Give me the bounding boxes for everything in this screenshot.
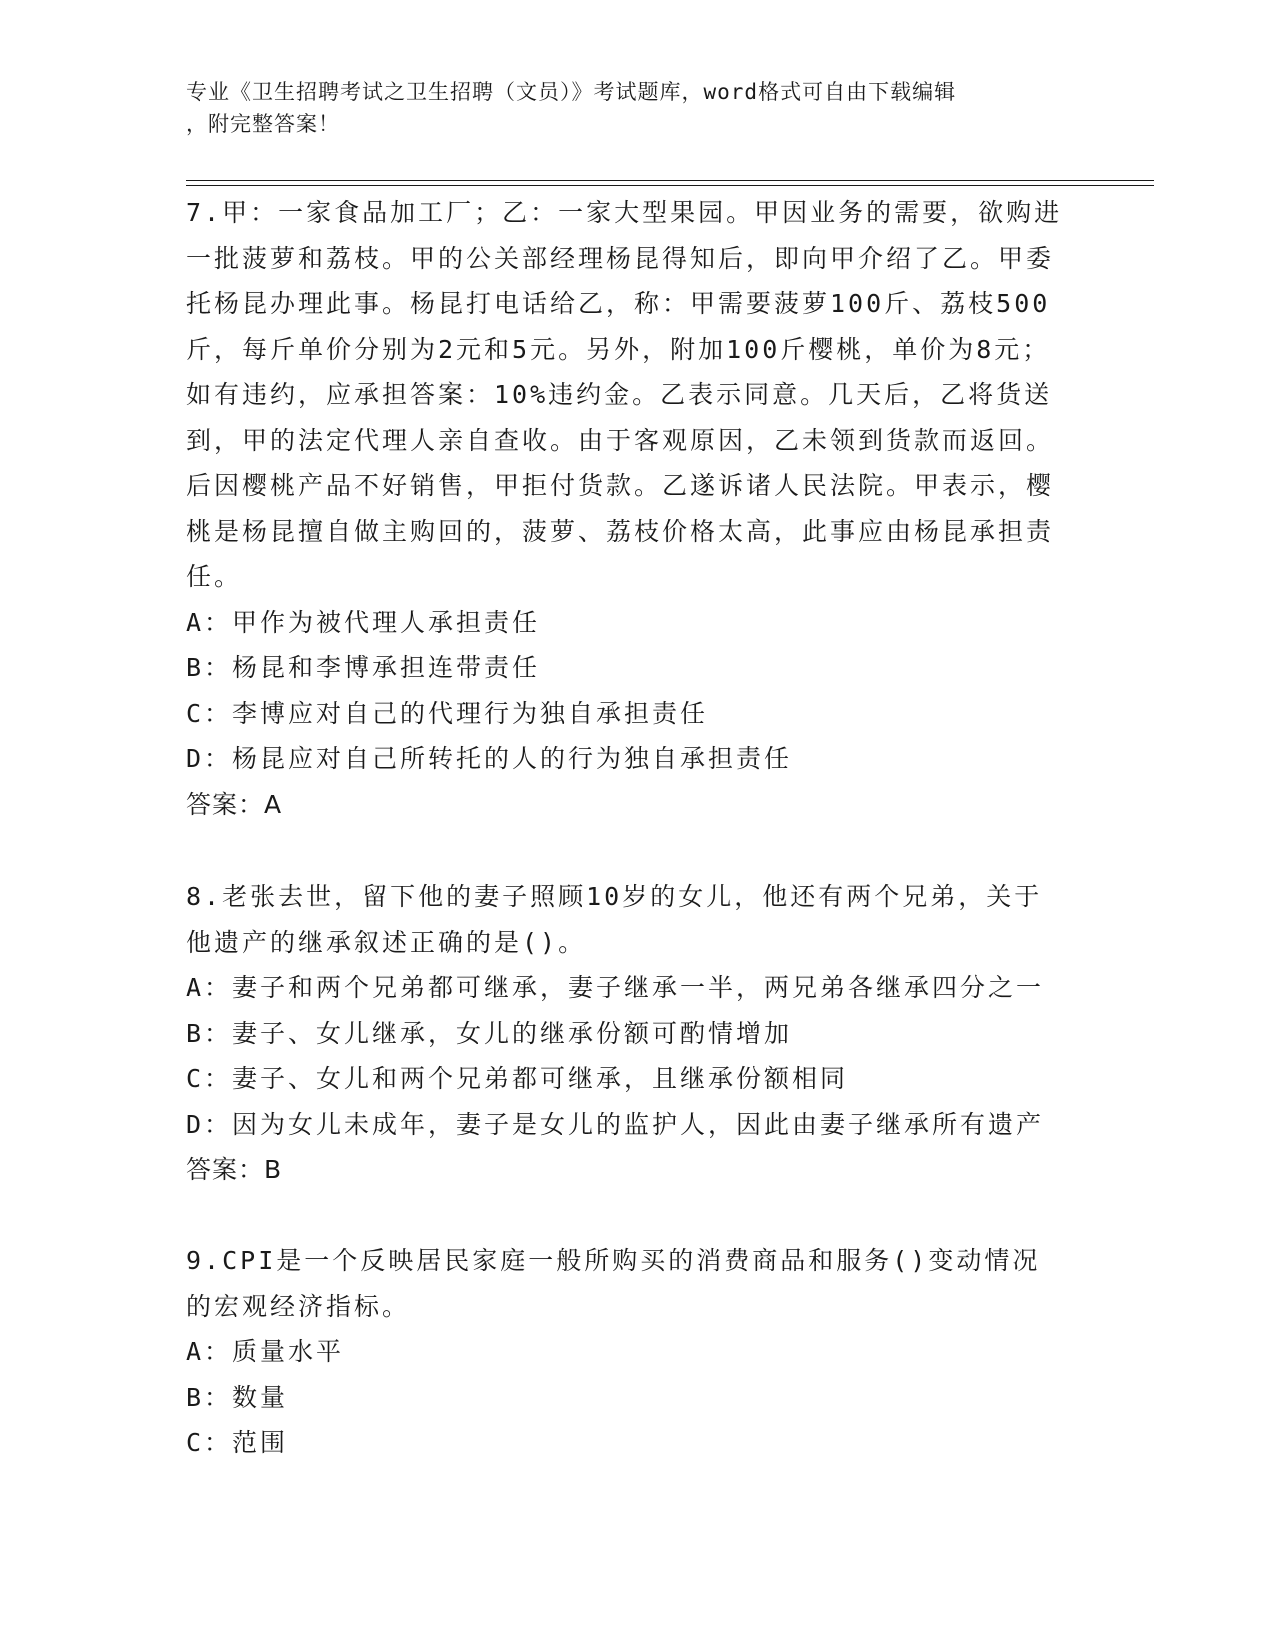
option-a: A：质量水平 — [186, 1337, 345, 1366]
option-c: C：范围 — [186, 1428, 289, 1457]
question-stem: 8.老张去世，留下他的妻子照顾10岁的女儿，他还有两个兄弟，关于他遗产的继承叙述正确的是()。 — [186, 882, 1043, 957]
option-a: A：妻子和两个兄弟都可继承，妻子继承一半，两兄弟各继承四分之一 — [186, 973, 1045, 1002]
option-c: C：李博应对自己的代理行为独自承担责任 — [186, 698, 709, 728]
option-b: B：数量 — [186, 1382, 289, 1412]
question-stem: 7.甲：一家食品加工厂；乙：一家大型果园。甲因业务的需要，欲购进一批菠萝和荔枝。甲的公关部经理杨昆得知后，即向甲介绍了乙。甲委托杨昆办理此事。杨昆打电话给乙，称：甲需要菠萝100斤、荔枝500斤，每斤单价分别为2元和5元。另外，附加100斤樱桃，单价为8元；如有违约，应承担答案：10%违约金。乙表示同意。几天后，乙将货送到，甲的法定代理人亲自查收。由于客观原因，乙未领到货款而返回。后因樱桃产品不好销售，甲拒付货款。乙遂诉诸人民法院。甲表示，樱桃是杨昆擅自做主购回的，菠萝、荔枝价格太高，此事应由杨昆承担责任。 — [186, 198, 1063, 591]
answer-line: 答案：A — [186, 789, 283, 819]
option-a: A：甲作为被代理人承担责任 — [186, 607, 541, 637]
option-d: D：杨昆应对自己所转托的人的行为独自承担责任 — [186, 744, 793, 773]
header-rule-top — [186, 180, 1154, 181]
question-7 — [186, 190, 1066, 827]
question-stem: 9.CPI是一个反映居民家庭一般所购买的消费商品和服务()变动情况的宏观经济指标。 — [186, 1246, 1041, 1321]
header-rule-bottom — [186, 185, 1154, 186]
question-8 — [186, 874, 1066, 1193]
option-d: D：因为女儿未成年，妻子是女儿的监护人，因此由妻子继承所有遗产 — [186, 1109, 1045, 1139]
option-c: C：妻子、女儿和两个兄弟都可继承，且继承份额相同 — [186, 1064, 849, 1093]
option-b: B：杨昆和李博承担连带责任 — [186, 653, 541, 682]
option-b: B：妻子、女儿继承，女儿的继承份额可酌情增加 — [186, 1018, 793, 1048]
document-header: 专业《卫生招聘考试之卫生招聘（文员）》考试题库，word格式可自由下载编辑 ，附完整答案！ — [186, 80, 957, 136]
answer-line: 答案：B — [186, 1155, 283, 1184]
question-9 — [186, 1238, 1066, 1466]
